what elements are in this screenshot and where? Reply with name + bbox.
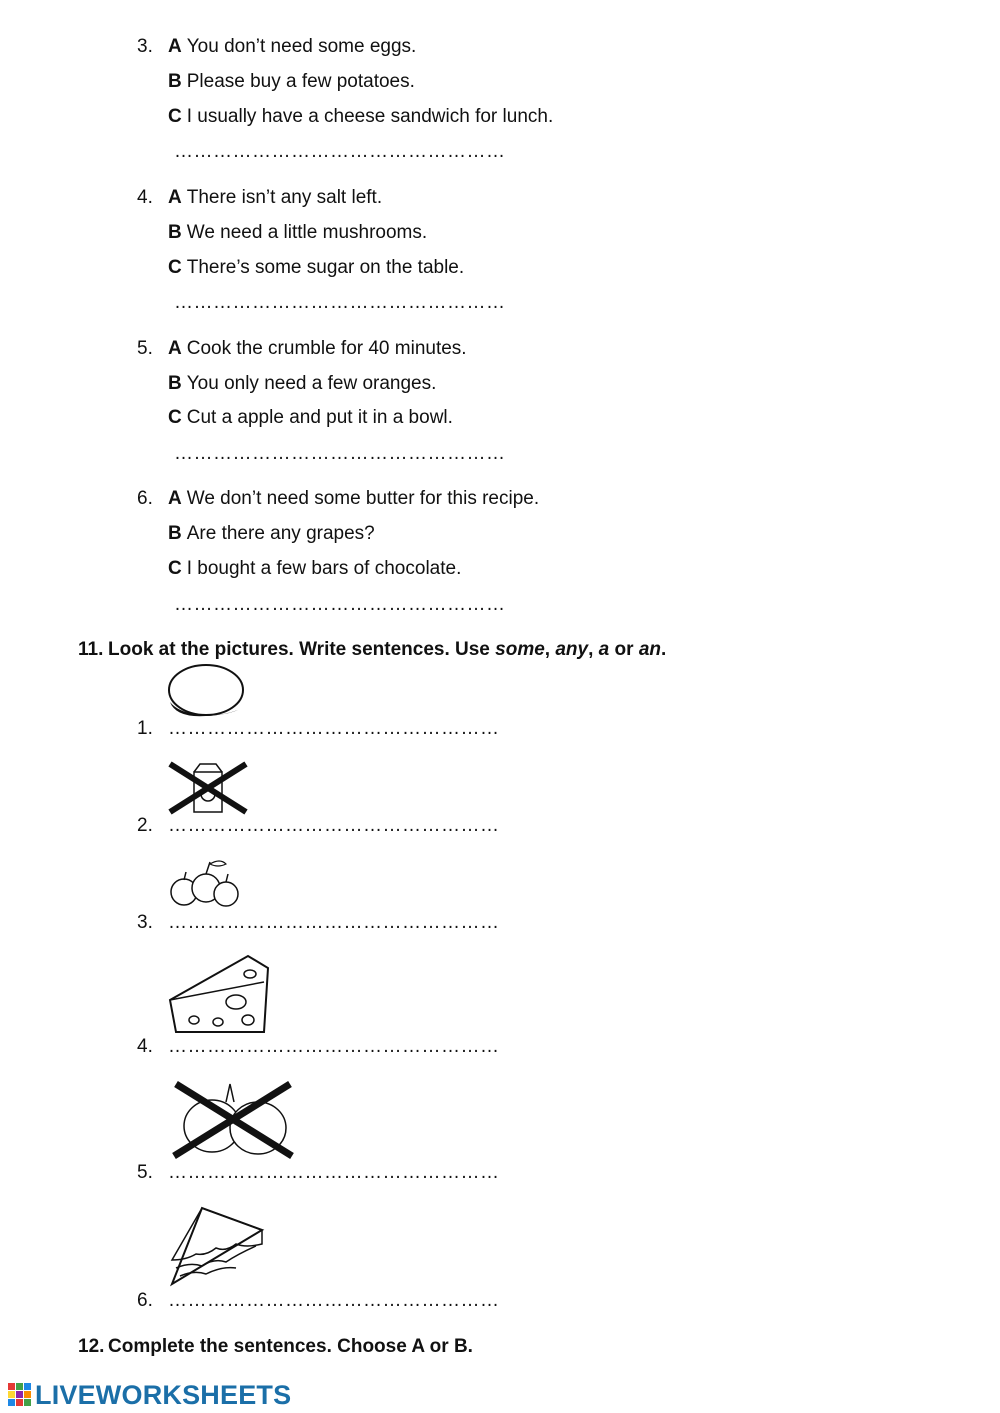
option-a: A Cook the crumble for 40 minutes. [168, 338, 467, 359]
item-number: 6. [137, 1290, 153, 1311]
option-a: A You don’t need some eggs. [168, 36, 417, 57]
answer-line[interactable]: …………………………………………… [174, 292, 506, 313]
item-number: 5. [137, 1162, 153, 1183]
option-a: A There isn’t any salt left. [168, 187, 383, 208]
apples-icon [166, 856, 244, 914]
option-c: C I usually have a cheese sandwich for lunch. [168, 106, 554, 127]
answer-line[interactable]: …………………………………………… [168, 1162, 500, 1183]
option-c: C There’s some sugar on the table. [168, 257, 465, 278]
option-c: C Cut a apple and put it in a bowl. [168, 407, 453, 428]
crossed-onions-icon [166, 1078, 298, 1162]
egg-icon [166, 662, 248, 720]
option-b: B Are there any grapes? [168, 523, 375, 544]
answer-line[interactable]: …………………………………………… [168, 815, 500, 836]
option-a: A We don’t need some butter for this recipe. [168, 488, 540, 509]
answer-line[interactable]: …………………………………………… [168, 912, 500, 933]
item-number: 3. [137, 912, 153, 933]
option-b: B Please buy a few potatoes. [168, 71, 415, 92]
item-number: 5. [137, 338, 153, 359]
item-number: 4. [137, 1036, 153, 1057]
answer-line[interactable]: …………………………………………… [168, 718, 500, 739]
answer-line[interactable]: …………………………………………… [168, 1290, 500, 1311]
sandwich-icon [166, 1204, 266, 1290]
answer-line[interactable]: …………………………………………… [168, 1036, 500, 1057]
crossed-milk-carton-icon [166, 760, 250, 816]
item-number: 1. [137, 718, 153, 739]
option-c: C I bought a few bars of chocolate. [168, 558, 462, 579]
option-b: B We need a little mushrooms. [168, 222, 428, 243]
cheese-icon [166, 952, 274, 1036]
item-number: 2. [137, 815, 153, 836]
answer-line[interactable]: …………………………………………… [174, 594, 506, 615]
exercise-11-heading: 11. Look at the pictures. Write sentences. Use some, any, a or an. [78, 639, 667, 660]
item-number: 3. [137, 36, 153, 57]
liveworksheets-logo [8, 1380, 291, 1410]
logo-text: LIVEWORKSHEETS [35, 1379, 292, 1410]
answer-line[interactable]: …………………………………………… [174, 443, 506, 464]
answer-line[interactable]: …………………………………………… [174, 141, 506, 162]
logo-grid-icon [8, 1383, 32, 1407]
item-number: 6. [137, 488, 153, 509]
item-number: 4. [137, 187, 153, 208]
option-b: B You only need a few oranges. [168, 373, 437, 394]
exercise-12-heading: 12. Complete the sentences. Choose A or B. [78, 1336, 473, 1357]
